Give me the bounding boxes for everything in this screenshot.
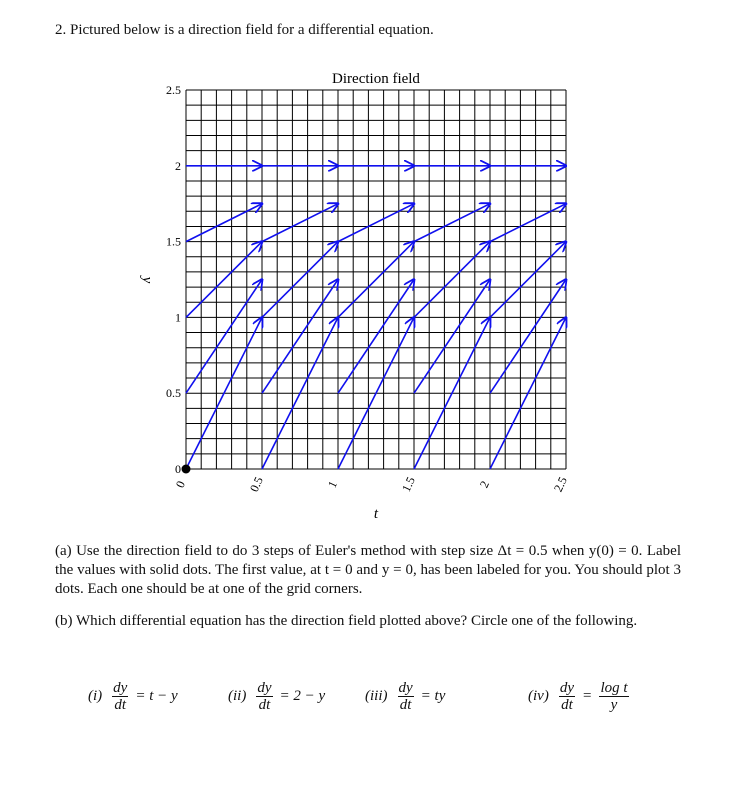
direction-arrow — [414, 280, 490, 394]
fraction-denominator: y — [610, 697, 618, 713]
direction-arrow — [414, 204, 490, 242]
fraction-numerator: dy — [113, 680, 128, 696]
choice-rhs: = t − y — [135, 688, 178, 704]
y-tick-label: 1.5 — [166, 234, 181, 249]
direction-arrow — [262, 280, 338, 394]
direction-arrow — [338, 280, 414, 394]
x-tick-label: 0 — [172, 478, 188, 490]
fraction-numerator: dy — [559, 680, 574, 696]
choice-rhs: = ty — [420, 688, 446, 704]
direction-arrow — [262, 204, 338, 242]
y-tick-labels — [166, 83, 181, 476]
question-title: 2. Pictured below is a direction field for a differential equation. — [55, 22, 434, 38]
fraction-numerator: log t — [600, 680, 628, 696]
rhs-fraction — [599, 680, 628, 713]
fraction-denominator: dt — [258, 697, 271, 713]
y-tick-label: 2.5 — [166, 83, 181, 97]
choice-label: (ii) — [228, 688, 247, 704]
x-tick-labels — [173, 475, 570, 495]
direction-arrow — [186, 280, 262, 394]
fraction-denominator: dt — [114, 697, 127, 713]
derivative-fraction — [559, 680, 575, 713]
choice-ii[interactable] — [228, 680, 325, 713]
choice-label: (iii) — [365, 688, 388, 704]
part-a-text: (a) Use the direction field to do 3 steps of Euler's method with step size Δt = 0.5 when y(0) = 0. Label the values with solid dots. The first value, at t = 0 and y = 0, has been labeled for you. You should plot 3 dots. Each one should be at one of the grid corners. — [55, 543, 681, 597]
fraction-numerator: dy — [257, 680, 272, 696]
x-tick-label: 1 — [324, 478, 340, 490]
choice-label: (i) — [88, 688, 103, 704]
x-tick-label: 2.5 — [550, 474, 570, 495]
euler-point — [182, 465, 191, 474]
choice-label: (iv) — [528, 688, 549, 704]
derivative-fraction — [398, 680, 414, 713]
x-tick-label: 2 — [476, 478, 492, 490]
fraction-denominator: dt — [561, 697, 573, 713]
chart-title: Direction field — [332, 71, 420, 87]
choice-iii[interactable] — [365, 680, 445, 713]
direction-arrow — [338, 242, 414, 318]
marked-points — [182, 465, 191, 474]
direction-arrow — [186, 204, 262, 242]
y-axis-label: y — [139, 276, 155, 284]
y-tick-label: 1 — [175, 310, 181, 325]
derivative-fraction — [256, 680, 272, 713]
y-tick-label: 2 — [175, 158, 181, 173]
direction-arrow — [186, 242, 262, 318]
direction-arrow — [490, 242, 566, 318]
direction-arrow — [490, 280, 566, 394]
direction-arrow — [262, 242, 338, 318]
x-tick-label: 0.5 — [246, 474, 266, 495]
choice-rhs: = 2 − y — [279, 688, 326, 704]
direction-arrow — [490, 204, 566, 242]
choice-i[interactable] — [88, 680, 178, 713]
fraction-numerator: dy — [398, 680, 413, 696]
x-axis-label: t — [373, 506, 379, 522]
equals-sign: = — [583, 688, 592, 704]
y-tick-label: 0.5 — [166, 386, 181, 401]
choice-iv[interactable] — [528, 680, 633, 713]
direction-arrow — [414, 242, 490, 318]
y-tick-label: 0 — [175, 462, 181, 476]
fraction-denominator: dt — [399, 697, 412, 713]
direction-arrow — [338, 204, 414, 242]
part-b-text: (b) Which differential equation has the direction field plotted above? Circle one of the following. — [55, 613, 638, 629]
x-tick-label: 1.5 — [398, 474, 418, 495]
derivative-fraction — [112, 680, 128, 713]
